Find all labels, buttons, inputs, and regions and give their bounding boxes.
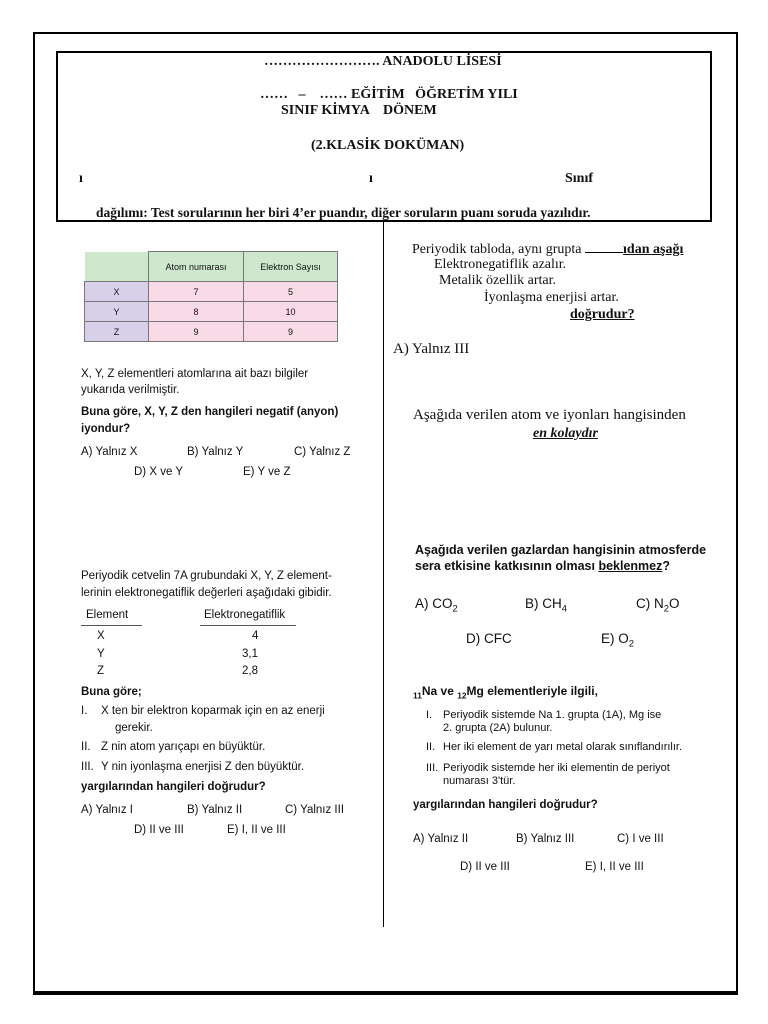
q2-option-b[interactable]: B) Yalnız II	[187, 804, 243, 816]
q5-option-c-post: O	[669, 596, 680, 611]
q6-mg-text: Mg elementleriyle ilgili,	[466, 684, 598, 698]
q2-col-element-rule	[81, 625, 142, 626]
header-box	[56, 51, 712, 222]
q6-s2-num: II.	[426, 741, 436, 753]
q6-s1-line1: Periyodik sistemde Na 1. grupta (1A), Mg ise	[443, 709, 662, 721]
q3-line2: Elektronegatiflik azalır.	[434, 257, 567, 272]
element-label: Z	[85, 322, 149, 342]
table-header-electron-count: Elektron Sayısı	[244, 252, 338, 282]
q5-option-c-sub: 2	[663, 603, 669, 615]
q6-option-e[interactable]: E) I, II ve III	[585, 861, 644, 873]
q2-option-d[interactable]: D) II ve III	[134, 824, 184, 836]
q2-s2: Z nin atom yarıçapı en büyüktür.	[101, 741, 266, 753]
q2-row-element: Z	[97, 665, 105, 677]
q2-s3: Y nin iyonlaşma enerjisi Z den büyüktür.	[101, 761, 305, 773]
q2-row-value: 2,8	[242, 665, 258, 677]
q6-stem	[413, 684, 598, 700]
q5-line2-emph: beklenmez	[598, 559, 663, 573]
class-label: Sınıf	[565, 171, 594, 186]
q6-s1-num: I.	[426, 709, 433, 721]
score-note: dağılımı: Test sorularının her biri 4’er puandır, diğer soruların puanı soruda yazılıdır.	[96, 205, 591, 220]
q2-lead: Buna göre;	[81, 686, 142, 698]
school-title: ……………………. ANADOLU LİSESİ	[264, 54, 502, 69]
q5-line2-end: ?	[662, 559, 670, 573]
q6-mg-number: 12	[457, 690, 467, 701]
academic-year: …… – …… EĞİTİM ÖĞRETİM YILI	[260, 87, 518, 102]
marker-left: ı	[79, 171, 83, 186]
q6-na-number: 11	[413, 690, 422, 701]
q2-col-en-rule	[200, 625, 296, 626]
q1-option-e[interactable]: E) Y ve Z	[243, 466, 291, 478]
q1-option-c[interactable]: C) Yalnız Z	[294, 446, 351, 458]
table-header-atom-number: Atom numarası	[149, 252, 244, 282]
atom-number-cell: 7	[149, 282, 244, 302]
electron-count-cell: 5	[244, 282, 338, 302]
q3-line1	[412, 240, 683, 258]
q3-line4: İyonlaşma enerjisi artar.	[484, 290, 619, 305]
q1-option-a[interactable]: A) Yalnız X	[81, 446, 138, 458]
q2-col-element: Element	[86, 609, 129, 621]
q6-option-b[interactable]: B) Yalnız III	[516, 833, 575, 845]
q2-option-a[interactable]: A) Yalnız I	[81, 804, 133, 816]
q2-s3-num: III.	[81, 761, 94, 773]
q6-option-a[interactable]: A) Yalnız II	[413, 833, 469, 845]
q1-option-d[interactable]: D) X ve Y	[134, 466, 183, 478]
q5-line2	[415, 559, 670, 573]
q2-option-e[interactable]: E) I, II ve III	[227, 824, 286, 836]
q1-intro-line2: yukarıda verilmiştir.	[81, 384, 180, 396]
q6-option-d[interactable]: D) II ve III	[460, 861, 510, 873]
q5-option-e-sub: 2	[628, 638, 635, 650]
q2-question: yargılarından hangileri doğrudur?	[81, 781, 266, 793]
element-label: X	[85, 282, 149, 302]
column-divider	[383, 222, 384, 927]
q3-line1-text: Periyodik tabloda, aynı grupta	[412, 242, 586, 257]
q2-option-c[interactable]: C) Yalnız III	[285, 804, 345, 816]
q3-line5: doğrudur?	[570, 307, 635, 322]
q6-s1-line2: 2. grupta (2A) bulunur.	[443, 722, 553, 734]
atom-table	[84, 251, 338, 342]
atom-number-cell: 9	[149, 322, 244, 342]
q3-line3: Metalik özellik artar.	[439, 273, 557, 288]
q1-option-b[interactable]: B) Yalnız Y	[187, 446, 244, 458]
q5-option-c-text: C) N	[636, 596, 664, 611]
electron-count-cell: 10	[244, 302, 338, 322]
document-type: (2.KLASİK DOKÜMAN)	[311, 138, 465, 153]
q2-row-value: 3,1	[242, 648, 258, 660]
q1-question-line2: iyondur?	[81, 423, 131, 435]
q5-option-a[interactable]	[415, 596, 458, 615]
q2-col-en: Elektronegatiflik	[204, 609, 286, 621]
q2-s2-num: II.	[81, 741, 91, 753]
q5-line1: Aşağıda verilen gazlardan hangisinin atmosferde	[415, 543, 707, 557]
q5-option-b-sub: 4	[561, 603, 567, 615]
q2-s1-num: I.	[81, 705, 88, 717]
q2-s1-line2: gerekir.	[115, 722, 153, 734]
q1-question-line1: Buna göre, X, Y, Z den hangileri negatif (anyon)	[81, 406, 339, 418]
table-row	[85, 302, 338, 322]
page-border-bottom	[33, 991, 738, 995]
q6-s3-line1: Periyodik sistemde her iki elementin de periyot	[443, 762, 670, 774]
course-title: SINIF KİMYA DÖNEM	[281, 103, 437, 118]
q4-line2: en kolaydır	[533, 426, 598, 441]
marker-middle: ı	[369, 171, 373, 186]
q1-intro-line1: X, Y, Z elementleri atomlarına ait bazı bilgiler	[81, 368, 309, 380]
q5-option-b[interactable]	[525, 596, 567, 615]
q2-row-element: X	[97, 630, 105, 642]
q6-option-c[interactable]: C) I ve III	[617, 833, 664, 845]
q2-intro-line1: Periyodik cetvelin 7A grubundaki X, Y, Z element-	[81, 570, 332, 582]
q4-line1: Aşağıda verilen atom ve iyonları hangisinden	[413, 407, 686, 423]
q2-row-element: Y	[97, 648, 105, 660]
q6-question: yargılarından hangileri doğrudur?	[413, 799, 598, 811]
q6-s2: Her iki element de yarı metal olarak sınıflandırılır.	[443, 741, 683, 753]
q5-option-a-text: A) CO	[415, 596, 453, 611]
q2-intro-line2: lerinin elektronegatiflik değerleri aşağıdaki gibidir.	[81, 587, 332, 599]
q5-option-e[interactable]	[601, 631, 634, 650]
element-label: Y	[85, 302, 149, 322]
q6-s3-line2: numarası 3'tür.	[443, 775, 516, 787]
q6-na-text: Na ve	[421, 684, 458, 698]
q3-blank	[585, 240, 623, 253]
atom-number-cell: 8	[149, 302, 244, 322]
table-row	[85, 282, 338, 302]
q3-answer[interactable]: A) Yalnız III	[393, 341, 470, 357]
q5-option-a-sub: 2	[452, 603, 458, 615]
q3-line1-emph: ıdan aşağı	[623, 242, 684, 257]
q6-s3-num: III.	[426, 762, 439, 774]
q2-row-value: 4	[252, 630, 259, 642]
q5-option-b-text: B) CH	[525, 596, 562, 611]
q5-option-d[interactable]: D) CFC	[466, 631, 512, 646]
q5-option-c[interactable]	[636, 596, 680, 615]
table-row	[85, 322, 338, 342]
electron-count-cell: 9	[244, 322, 338, 342]
q5-line2-text: sera etkisine katkısının olması	[415, 559, 599, 573]
q5-option-e-text: E) O	[601, 631, 629, 646]
q2-s1-line1: X ten bir elektron koparmak için en az enerji	[101, 705, 325, 717]
